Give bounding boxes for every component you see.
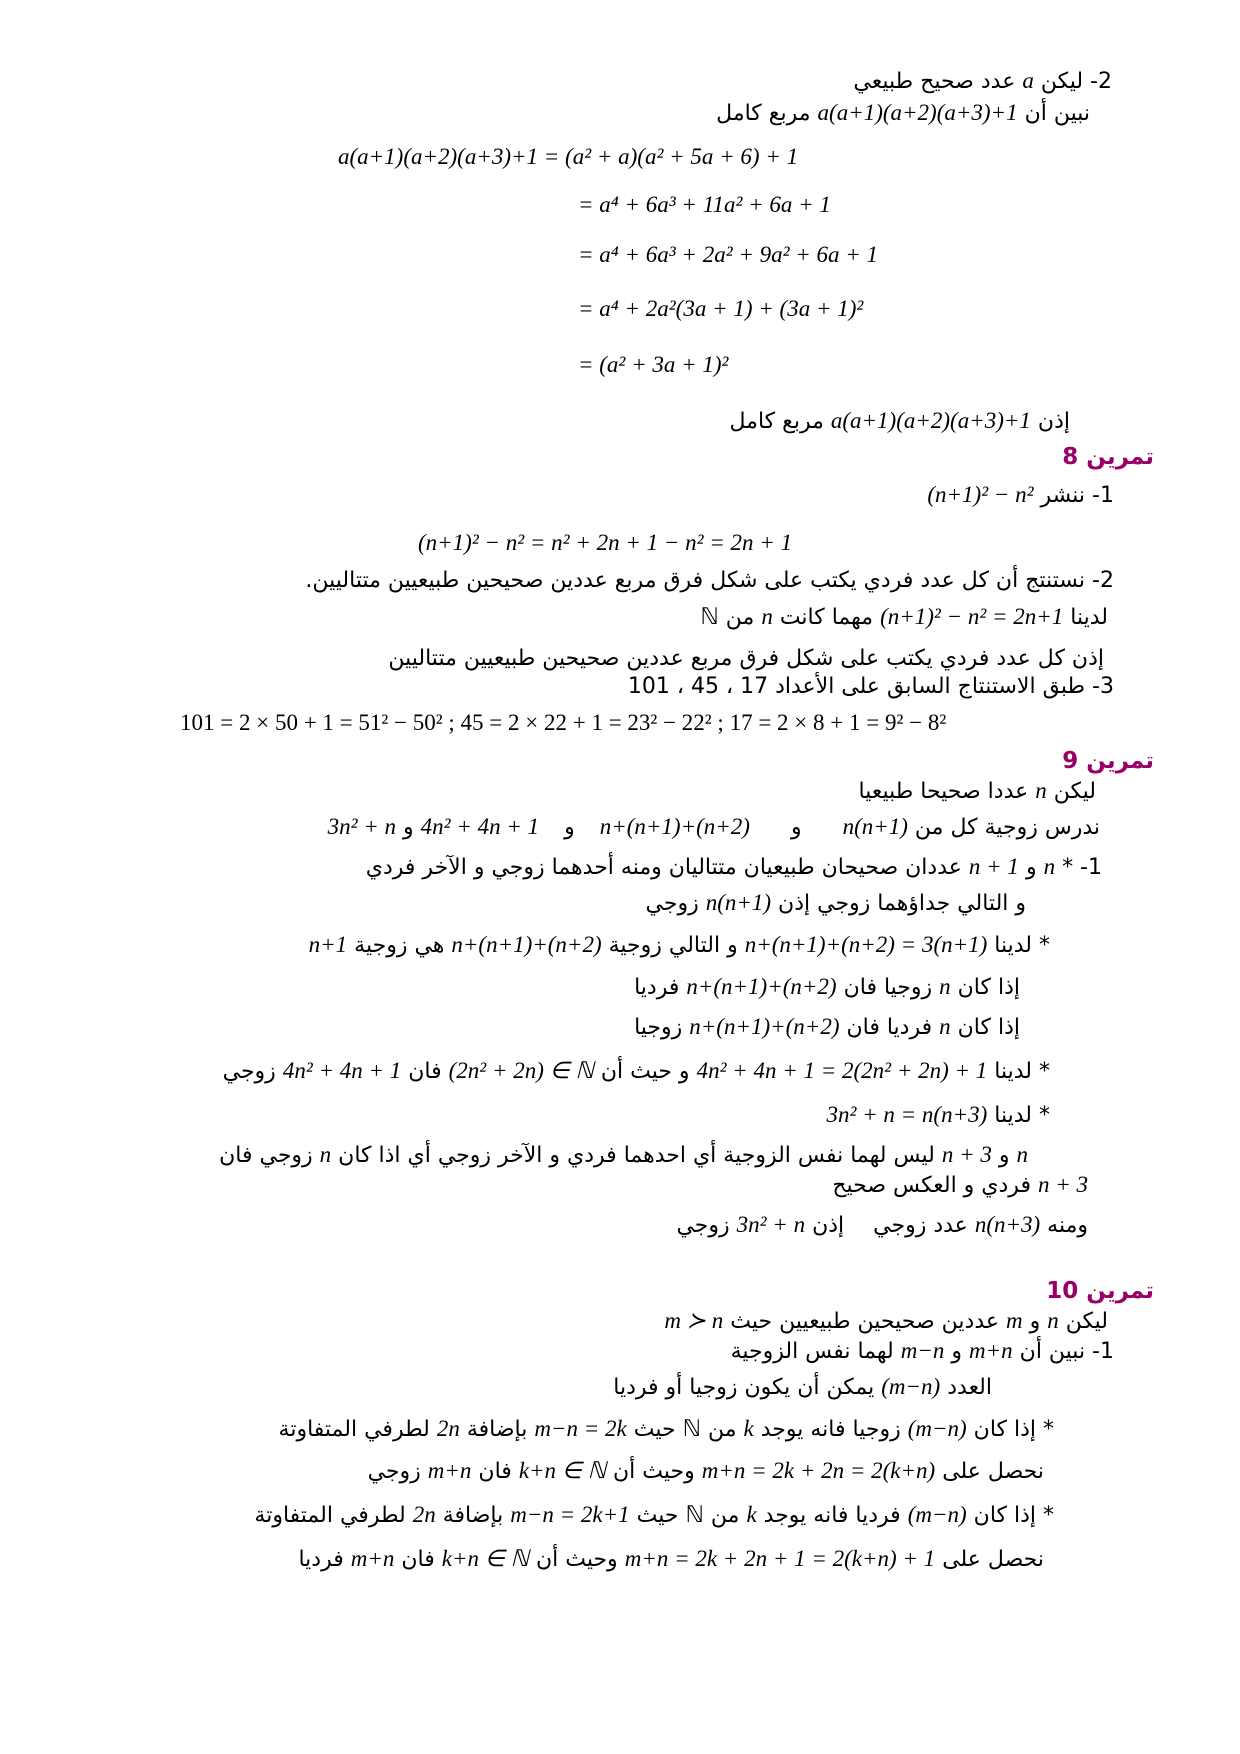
ex9-p5-equation: 4n² + 4n + 1 = 2(2n² + 2n) + 1 [696, 1058, 988, 1083]
ex9-p4-suffix: زوجيا [634, 1015, 683, 1040]
ex9-p3-line [634, 972, 1020, 1003]
ex9-p8-expr: n + 3 [1037, 1172, 1088, 1197]
var-n: n [939, 974, 951, 999]
ex9-p1-line [366, 852, 1102, 883]
ex9-l2-expr-1: n(n+1) [842, 814, 908, 839]
ex10-c2-equation: m+n = 2k + 2n = 2(k+n) [701, 1458, 936, 1483]
ex9-p5-line [223, 1056, 1050, 1087]
bullet-star: * [1039, 1103, 1050, 1128]
ex9-l2-prefix: ندرس زوجية كل من [914, 815, 1100, 840]
ex7-q2-line [853, 66, 1112, 97]
ex10-c4-suffix: فرديا [298, 1547, 344, 1572]
ex10-c2-membership: k+n ∈ ℕ [518, 1458, 606, 1483]
ex10-l1-prefix: ليكن [1065, 1309, 1108, 1334]
ex10-c4-mid: وحيث أن [535, 1547, 618, 1572]
ex10-c3-2n: 2n [412, 1502, 436, 1527]
ex10-c1-2n: 2n [436, 1416, 460, 1441]
ex7-conclusion [730, 406, 1071, 437]
ex9-p4-mid: فرديا فان [846, 1015, 933, 1040]
ex10-c3-prefix: * إذا كان [973, 1503, 1054, 1528]
ex9-p2-equation: n+(n+1)+(n+2) = 3(n+1) [744, 932, 988, 957]
ex7-equation-1: a(a+1)(a+2)(a+3)+1 = (a² + a)(a² + 5a + 6) + 1 [338, 144, 799, 169]
ex10-c1-suffix: لطرفي المتفاوتة [278, 1417, 430, 1442]
ex9-p5-membership: (2n² + 2n) ∈ ℕ [448, 1058, 594, 1083]
ex10-line-2 [731, 1336, 1114, 1367]
ex10-c2-then: فان [478, 1459, 512, 1484]
ex8-have-expr: (n+1)² − n² = 2n+1 [880, 604, 1064, 629]
ex10-c4-then: فان [401, 1547, 435, 1572]
ex10-c3-from: من [710, 1503, 740, 1528]
ex9-p5-prefix: * لدينا [994, 1059, 1050, 1084]
ex10-line-3 [613, 1372, 992, 1403]
ex7-show-line [716, 98, 1090, 129]
ex9-p1b-line [646, 888, 1026, 919]
ex9-l1-prefix: ليكن [1053, 779, 1096, 804]
ex7-q2-label: 2- ليكن [1040, 69, 1112, 94]
ex8-q1-equation: (n+1)² − n² = n² + 2n + 1 − n² = 2n + 1 [418, 530, 793, 555]
ex9-line-1 [859, 776, 1097, 807]
ex9-p1-label: 1- * [1062, 855, 1102, 880]
bullet-star: * [1039, 933, 1050, 958]
ex10-l2-prefix: 1- نبين أن [1019, 1339, 1114, 1364]
ex10-c3-suffix: لطرفي المتفاوتة [254, 1503, 406, 1528]
ex8-q1-label: 1- ننشر [1040, 483, 1114, 508]
ex9-p9-line [676, 1210, 1088, 1241]
ex9-p3-suffix: فرديا [634, 975, 680, 1000]
ex7-show-suffix: مربع كامل [716, 101, 811, 126]
var-a: a [1022, 68, 1034, 93]
exercise-9-heading: تمرين 9 [1062, 748, 1154, 774]
ex9-p9-expr: n(n+3) [974, 1212, 1041, 1237]
exercise-8-heading: تمرين 8 [1062, 444, 1154, 470]
ex10-case-2 [254, 1500, 1054, 1531]
var-n: n [319, 1142, 332, 1167]
ex10-c2-mid: وحيث أن [613, 1459, 695, 1484]
ex10-c3-mid: فرديا فانه يوجد [763, 1503, 901, 1528]
ex10-c3-where: حيث [636, 1503, 679, 1528]
ex9-p1b-prefix: و التالي جداؤهما زوجي إذن [778, 891, 1026, 916]
ex7-equation-4: = a⁴ + 2a²(3a + 1) + (3a + 1)² [578, 296, 864, 321]
ex9-p3-prefix: إذا كان [957, 975, 1020, 1000]
ex9-p4-expr: n+(n+1)+(n+2) [689, 1014, 840, 1039]
var-m: m [1006, 1308, 1023, 1333]
ex9-p2-end-expr: n+1 [308, 932, 348, 957]
naturals-symbol: ℕ [700, 604, 719, 629]
ex9-p3-expr: n+(n+1)+(n+2) [686, 974, 837, 999]
ex10-c2-expr: m+n [427, 1458, 472, 1483]
ex9-p3-mid: زوجيا فان [843, 975, 933, 1000]
ex8-have-mid: مهما كانت [779, 605, 874, 630]
ex10-l1-and: و [1029, 1309, 1041, 1334]
var-n: n [1016, 1142, 1028, 1167]
ex10-c1-where: حيث [633, 1417, 676, 1442]
ex9-p8-text: فردي و العكس صحيح [832, 1173, 1031, 1198]
ex7-concl-expr: a(a+1)(a+2)(a+3)+1 [830, 408, 1031, 433]
var-k: k [746, 1502, 757, 1527]
ex9-p1-and: و [1025, 855, 1037, 880]
ex7-q2-text: عدد صحيح طبيعي [853, 69, 1016, 94]
ex10-l1-mid: عددين صحيحين طبيعيين حيث [730, 1309, 999, 1334]
ex8-q3-equation: 101 = 2 × 50 + 1 = 51² − 50² ; 45 = 2 × 22 + 1 = 23² − 22² ; 17 = 2 × 8 + 1 = 9² − 8² [180, 710, 947, 735]
naturals-symbol: ℕ [682, 1416, 701, 1441]
ex10-l2-expr-2: m−n [900, 1338, 945, 1363]
ex9-p4-line [634, 1012, 1020, 1043]
ex10-case-2-result [298, 1544, 1044, 1575]
ex9-p9-suffix: زوجي [676, 1213, 730, 1238]
var-n: n [1043, 854, 1056, 879]
ex10-c1-expr: (m−n) [907, 1416, 967, 1441]
ex8-q1-expr: (n+1)² − n² [927, 482, 1034, 507]
ex9-p7-n-plus-3: n + 3 [941, 1142, 992, 1167]
ex10-case-1 [279, 1414, 1054, 1445]
ex8-have-from: من [725, 605, 755, 630]
ex9-p2-mid: و التالي زوجية [608, 933, 738, 958]
ex9-l1-suffix: عددا صحيحا طبيعيا [858, 779, 1029, 804]
ex9-p2-prefix: لدينا [994, 933, 1032, 958]
ex10-c1-add: بإضافة [466, 1417, 528, 1442]
ex10-c1-equation: m−n = 2k [534, 1416, 627, 1441]
ex9-p1b-expr: n(n+1) [705, 890, 772, 915]
ex8-q3-line: 3- طبق الاستنتاج السابق على الأعداد 17 ، 45 ، 101 [627, 674, 1114, 699]
ex10-c1-mid: زوجيا فانه يوجد [760, 1417, 901, 1442]
ex10-c1-prefix: * إذا كان [973, 1417, 1054, 1442]
ex9-p6-equation: 3n² + n = n(n+3) [826, 1102, 988, 1127]
ex9-p5-expr: 4n² + 4n + 1 [282, 1058, 402, 1083]
ex9-l2-expr-4: 3n² + n [327, 814, 397, 839]
naturals-symbol: ℕ [685, 1502, 704, 1527]
ex9-p8-line [832, 1170, 1088, 1201]
ex10-l2-suffix: لهما نفس الزوجية [730, 1339, 894, 1364]
ex10-case-1-result [368, 1456, 1044, 1487]
ex10-l3-suffix: يمكن أن يكون زوجيا أو فرديا [613, 1375, 875, 1400]
ex10-c3-expr: (m−n) [907, 1502, 967, 1527]
exercise-10-heading: تمرين 10 [1046, 1278, 1154, 1304]
ex9-p6-prefix: لدينا [994, 1103, 1032, 1128]
ex7-show-expr: a(a+1)(a+2)(a+3)+1 [817, 100, 1018, 125]
ex10-c3-add: بإضافة [442, 1503, 504, 1528]
ex9-l2-and-2: و [564, 815, 575, 840]
ex9-line-2 [328, 812, 1100, 843]
var-n: n [1035, 778, 1047, 803]
ex10-c4-prefix: نحصل على [942, 1547, 1044, 1572]
ex9-p7-text: ليس لهما نفس الزوجية أي احدهما فردي و الآخر زوجي أي اذا كان [338, 1143, 935, 1168]
var-n: n [939, 1014, 951, 1039]
ex10-c4-expr: m+n [350, 1546, 395, 1571]
ex10-c2-suffix: زوجي [367, 1459, 421, 1484]
ex7-equation-2: = a⁴ + 6a³ + 11a² + 6a + 1 [578, 192, 831, 217]
ex9-p9-then: إذن [812, 1213, 845, 1238]
ex9-p7-line [219, 1140, 1028, 1171]
ex8-q2-line: 2- نستنتج أن كل عدد فردي يكتب على شكل فرق مربع عددين صحيحين طبيعيين متتاليين. [305, 568, 1114, 593]
ex9-p2-line [309, 930, 1050, 961]
ex9-p1-n-plus-1: n + 1 [968, 854, 1019, 879]
ex9-p5-then: فان [408, 1059, 442, 1084]
ex9-p7-suffix: زوجي فان [219, 1143, 313, 1168]
ex10-c2-prefix: نحصل على [942, 1459, 1044, 1484]
ex9-p9-mid: عدد زوجي [873, 1213, 968, 1238]
ex7-concl-prefix: إذن [1037, 409, 1070, 434]
ex7-equation-5: = (a² + 3a + 1)² [578, 352, 729, 377]
ex9-l2-and-3: و [403, 815, 414, 840]
ex7-concl-suffix: مربع كامل [729, 409, 824, 434]
var-n: n [1047, 1308, 1059, 1333]
var-n: n [761, 604, 773, 629]
ex9-p9-prefix: ومنه [1047, 1213, 1088, 1238]
ex9-l2-expr-2: n+(n+1)+(n+2) [599, 814, 750, 839]
ex9-p5-mid: و حيث أن [600, 1059, 690, 1084]
ex10-c3-equation: m−n = 2k+1 [510, 1502, 630, 1527]
ex9-p1-text: عددان صحيحان طبيعيان متتاليان ومنه أحدهما زوجي و الآخر فردي [365, 855, 962, 880]
ex8-q1-line [927, 480, 1114, 511]
ex9-l2-and-1: و [790, 815, 802, 840]
ex9-p6-line [827, 1100, 1051, 1131]
ex10-l2-expr-1: m+n [969, 1338, 1013, 1363]
ex10-l3-prefix: العدد [947, 1375, 992, 1400]
ex9-p9-expr-2: 3n² + n [736, 1212, 806, 1237]
ex10-line-1 [664, 1306, 1108, 1337]
var-k: k [743, 1416, 754, 1441]
ex10-l3-expr: (m−n) [881, 1374, 941, 1399]
ex8-have-prefix: لدينا [1070, 605, 1108, 630]
ex9-p5-suffix: زوجي [222, 1059, 276, 1084]
ex7-equation-3: = a⁴ + 6a³ + 2a² + 9a² + 6a + 1 [578, 242, 879, 267]
ex9-p7-and: و [998, 1143, 1010, 1168]
ex10-c4-membership: k+n ∈ ℕ [441, 1546, 529, 1571]
ex10-c1-from: من [708, 1417, 737, 1442]
ex7-show-prefix: نبين أن [1024, 101, 1090, 126]
ex8-conclusion: إذن كل عدد فردي يكتب على شكل فرق مربع عددين صحيحين طبيعيين متتاليين [388, 646, 1104, 671]
ex9-l2-expr-3: 4n² + 4n + 1 [420, 814, 540, 839]
ex10-l2-and: و [951, 1339, 963, 1364]
ex10-c4-equation: m+n = 2k + 2n + 1 = 2(k+n) + 1 [624, 1546, 936, 1571]
ex9-p1b-suffix: زوجي [645, 891, 699, 916]
ex8-have-line [700, 602, 1108, 633]
ex9-p2-expr: n+(n+1)+(n+2) [451, 932, 602, 957]
ex10-l1-condition: m ≻ n [664, 1308, 724, 1333]
ex9-p4-prefix: إذا كان [957, 1015, 1020, 1040]
ex9-p2-suffix: هي زوجية [354, 933, 445, 958]
